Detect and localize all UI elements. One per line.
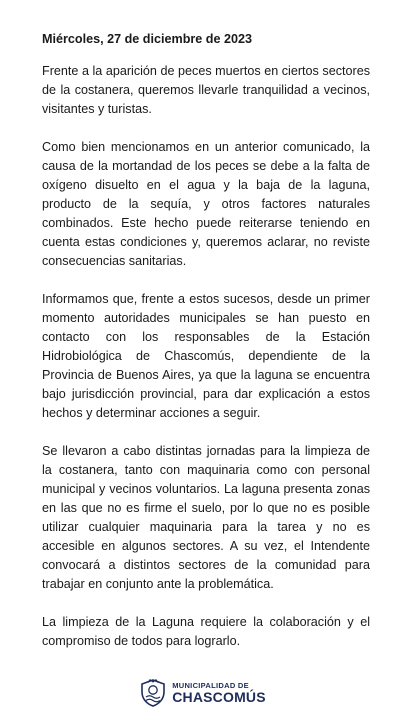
municipal-crest-icon: [140, 679, 166, 707]
paragraph-2: Como bien mencionamos en un anterior comunicado, la causa de la mortandad de los peces se debe a la falta de oxígeno disuelto en el agua y la baja de la laguna, producto de la sequía, y otros factores naturales combinados. Este hecho puede reiterarse teniendo en cuenta estas condiciones y, queremos aclarar, no reviste consecuencias sanitarias.: [42, 140, 370, 268]
paragraph-3: Informamos que, frente a estos sucesos, desde un primer momento autoridades municipales se han puesto en contacto con los responsables de la Estación Hidrobiológica de Chascomús, dependiente de la Provincia de Buenos Aires, ya que la laguna se encuentra bajo jurisdicción provincial, para dar explicación a estos hechos y determinar acciones a seguir.: [42, 292, 370, 420]
logo-text: [172, 682, 266, 705]
paragraph-1: Frente a la aparición de peces muertos en ciertos sectores de la costanera, queremos llevarle tranquilidad a vecinos, visitantes y turistas.: [42, 64, 370, 116]
paragraph-4: Se llevaron a cabo distintas jornadas para la limpieza de la costanera, tanto con maquinaria como con personal municipal y vecinos voluntarios. La laguna presenta zonas en las que no es firme el suelo, por lo que no es posible utilizar cualquier maquinaria para la tarea y no es accesible en algunos sectores. A su vez, el Intendente convocará a distintos sectores de la comunidad para trabajar en conjunto ante la problemática.: [42, 444, 370, 591]
logo-line-2: CHASCOMÚS: [172, 689, 266, 706]
logo-line-1: MUNICIPALIDAD DE: [172, 680, 249, 690]
press-release: [42, 30, 370, 670]
release-date: Miércoles, 27 de diciembre de 2023: [42, 32, 253, 46]
footer: [0, 678, 406, 708]
paragraph-5: La limpieza de la Laguna requiere la colaboración y el compromiso de todos para lograrlo.: [42, 615, 370, 648]
municipal-logo: [140, 679, 266, 707]
